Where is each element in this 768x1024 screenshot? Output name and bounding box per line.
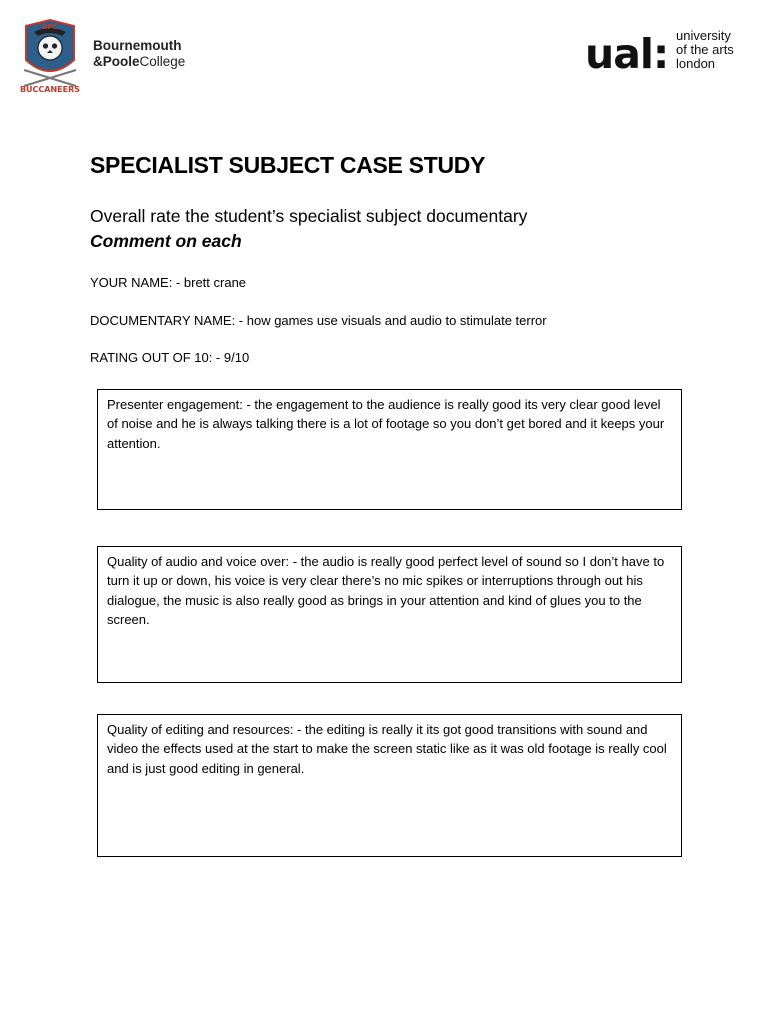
ual-logo-text — [676, 29, 734, 71]
college-name-line1: Bournemouth — [93, 38, 182, 53]
college-name-line2-bold: &Poole — [93, 54, 140, 69]
college-name-line2-rest: College — [139, 54, 186, 69]
document-title: SPECIALIST SUBJECT CASE STUDY — [90, 152, 486, 178]
ual-logo-text-line3: london — [676, 56, 716, 71]
presenter-engagement-box: Presenter engagement: - the engagement to the audience is really good its very clear good level of noise and he is always talking there is a lot of footage so you don’t get bored and it keeps your attention. — [97, 389, 682, 510]
rating-field: RATING OUT OF 10: - 9/10 — [90, 350, 250, 365]
ual-logo-text-line1: university — [676, 28, 731, 43]
crest-lettering: BUCCANEERS — [19, 85, 81, 94]
college-crest-logo-icon — [14, 16, 86, 96]
document-subtitle-emphasis: Comment on each — [90, 231, 242, 251]
ual-logo — [582, 24, 752, 80]
svg-text:BPC: BPC — [42, 23, 58, 31]
document-subtitle: Overall rate the student’s specialist subject documentary — [90, 206, 528, 226]
audio-voice-over-box: Quality of audio and voice over: - the audio is really good perfect level of sound so I don’t have to turn it up or down, his voice is very clear there’s no mic spikes or interruptions through out his dialogue, the music is also really good as brings in your attention and kind of glues you to the screen. — [97, 546, 682, 683]
college-name — [93, 38, 185, 70]
editing-resources-box: Quality of editing and resources: - the editing is really it its got good transitions with sound and video the effects used at the start to make the screen static like as it was old footage is really cool and is just good editing in general. — [97, 714, 682, 857]
documentary-name-field: DOCUMENTARY NAME: - how games use visuals and audio to stimulate terror — [90, 313, 547, 328]
ual-logo-text-line2: of the arts — [676, 42, 734, 57]
ual-logo-mark: ual: — [585, 30, 669, 78]
your-name-field: YOUR NAME: - brett crane — [90, 275, 247, 290]
